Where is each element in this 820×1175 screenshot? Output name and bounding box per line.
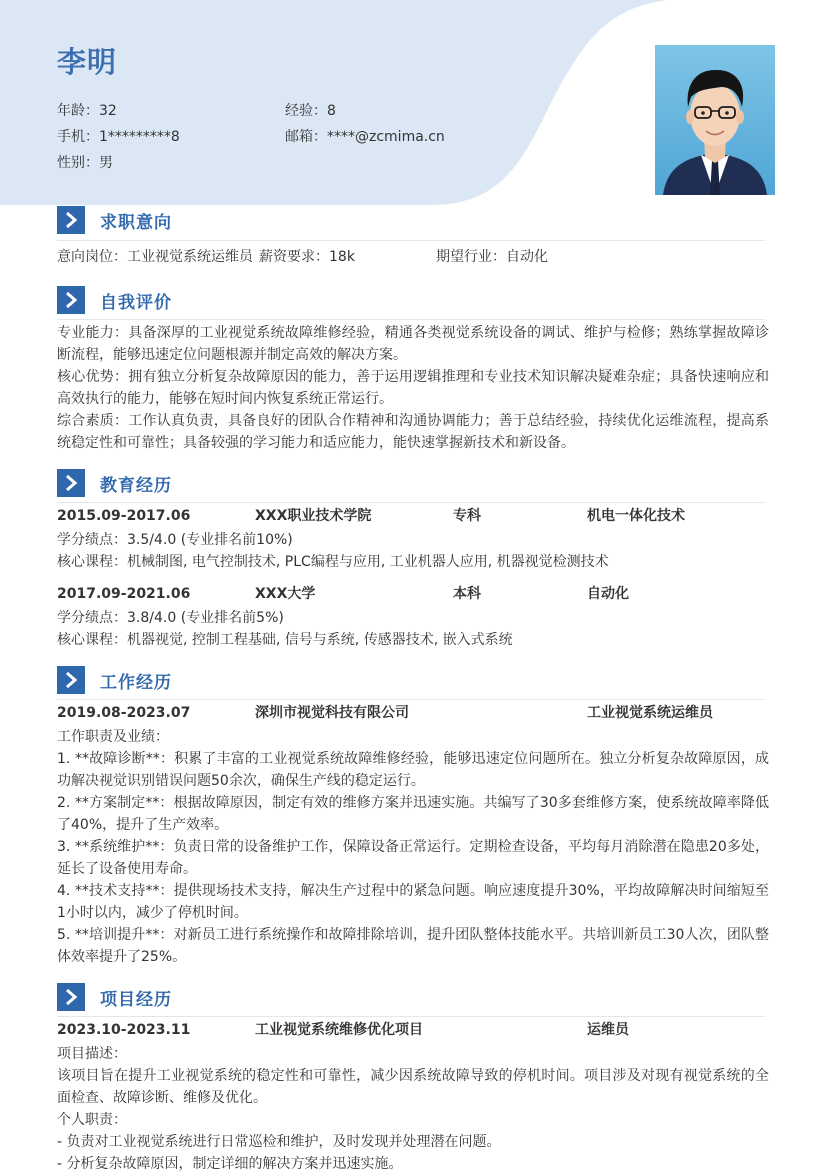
- work-item: 1. **故障诊断**：积累了丰富的工业视觉系统故障维修经验，能够迅速定位问题所在。独立分析复杂故障原因，成功解决视觉识别错误问题50余次，确保生产线的稳定运行。: [57, 751, 769, 789]
- candidate-name: 李明: [57, 45, 118, 79]
- divider: [57, 699, 765, 700]
- self-eval-paragraph: 专业能力：具备深厚的工业视觉系统故障维修经验，精通各类视觉系统设备的调试、维护与检修；熟练掌握故障诊断流程，能够迅速定位问题根源并制定高效的解决方案。: [57, 325, 769, 363]
- section-title: 项目经历: [100, 989, 172, 1010]
- education-courses: 核心课程：机器视觉, 控制工程基础, 信号与系统, 传感器技术, 嵌入式系统: [57, 632, 513, 648]
- intent-industry: 期望行业：自动化: [436, 249, 548, 265]
- project-desc: 该项目旨在提升工业视觉系统的稳定性和可靠性，减少因系统故障导致的停机时间。项目涉及对现有视觉系统的全面检查、故障诊断、维修及优化。: [57, 1068, 769, 1106]
- work-row: [57, 702, 769, 724]
- education-period: 2015.09-2017.06: [57, 508, 191, 524]
- self-eval-paragraph: 核心优势：拥有独立分析复杂故障原因的能力，善于运用逻辑推理和专业技术知识解决疑难杂症；具备快速响应和高效执行的能力，能够在短时间内恢复系统正常运行。: [57, 369, 769, 407]
- work-period: 2019.08-2023.07: [57, 705, 191, 721]
- education-gpa: 学分绩点：3.8/4.0 (专业排名前5%): [57, 610, 284, 626]
- education-school: XXX职业技术学院: [255, 508, 372, 524]
- profile-photo: [655, 45, 775, 195]
- work-item: 5. **培训提升**：对新员工进行系统操作和故障排除培训，提升团队整体技能水平。共培训新员工30人次，团队整体效率提升了25%。: [57, 927, 769, 965]
- project-period: 2023.10-2023.11: [57, 1022, 191, 1038]
- education-major: 机电一体化技术: [587, 508, 685, 524]
- section-title: 工作经历: [100, 672, 172, 693]
- section-title: 教育经历: [100, 475, 172, 496]
- section-title: 自我评价: [100, 292, 172, 313]
- education-major: 自动化: [587, 586, 629, 602]
- chevron-right-icon: [57, 286, 85, 314]
- section-header-education: [57, 469, 172, 497]
- education-degree: 专科: [453, 508, 481, 524]
- divider: [57, 502, 765, 503]
- email-text: 邮箱：****@zcmima.cn: [285, 129, 445, 145]
- project-duty: - 分析复杂故障原因，制定详细的解决方案并迅速实施。: [57, 1156, 403, 1172]
- project-role: 运维员: [587, 1022, 629, 1038]
- intent-position: 意向岗位：工业视觉系统运维员: [57, 249, 253, 265]
- project-desc-label: 项目描述：: [57, 1046, 127, 1062]
- work-intro: 工作职责及业绩：: [57, 729, 169, 745]
- project-name: 工业视觉系统维修优化项目: [255, 1022, 423, 1038]
- project-duty: - 负责对工业视觉系统进行日常巡检和维护，及时发现并处理潜在问题。: [57, 1134, 501, 1150]
- section-title: 求职意向: [100, 212, 172, 233]
- age-text: 年龄：32: [57, 103, 117, 119]
- intent-salary: 薪资要求：18k: [259, 249, 355, 265]
- work-company: 深圳市视觉科技有限公司: [255, 705, 409, 721]
- chevron-right-icon: [57, 469, 85, 497]
- divider: [57, 240, 765, 241]
- education-gpa: 学分绩点：3.5/4.0 (专业排名前10%): [57, 532, 293, 548]
- section-header-project: [57, 983, 172, 1011]
- gender-text: 性别：男: [57, 155, 113, 171]
- experience-text: 经验：8: [285, 103, 336, 119]
- work-role: 工业视觉系统运维员: [587, 705, 713, 721]
- section-header-intent: [57, 206, 172, 234]
- phone-text: 手机：1*********8: [57, 129, 180, 145]
- chevron-right-icon: [57, 983, 85, 1011]
- section-header-work: [57, 666, 172, 694]
- education-row: [57, 505, 769, 527]
- project-duty-label: 个人职责：: [57, 1112, 127, 1128]
- education-school: XXX大学: [255, 586, 316, 602]
- divider: [57, 319, 765, 320]
- chevron-right-icon: [57, 206, 85, 234]
- project-row: [57, 1019, 769, 1041]
- work-item: 2. **方案制定**：根据故障原因，制定有效的维修方案并迅速实施。共编写了30多套维修方案，使系统故障率降低了40%，提升了生产效率。: [57, 795, 769, 833]
- work-item: 4. **技术支持**：提供现场技术支持，解决生产过程中的紧急问题。响应速度提升30%，平均故障解决时间缩短至1小时以内，减少了停机时间。: [57, 883, 769, 921]
- section-header-self-eval: [57, 286, 172, 314]
- education-courses: 核心课程：机械制图, 电气控制技术, PLC编程与应用, 工业机器人应用, 机器视觉检测技术: [57, 554, 609, 570]
- education-degree: 本科: [453, 586, 481, 602]
- education-row: [57, 583, 769, 605]
- work-item: 3. **系统维护**：负责日常的设备维护工作，保障设备正常运行。定期检查设备，平均每月消除潜在隐患20多处，延长了设备使用寿命。: [57, 839, 769, 877]
- chevron-right-icon: [57, 666, 85, 694]
- self-eval-paragraph: 综合素质：工作认真负责，具备良好的团队合作精神和沟通协调能力；善于总结经验，持续优化运维流程，提高系统稳定性和可靠性；具备较强的学习能力和适应能力，能快速掌握新技术和新设备。: [57, 413, 769, 451]
- education-period: 2017.09-2021.06: [57, 586, 191, 602]
- divider: [57, 1016, 765, 1017]
